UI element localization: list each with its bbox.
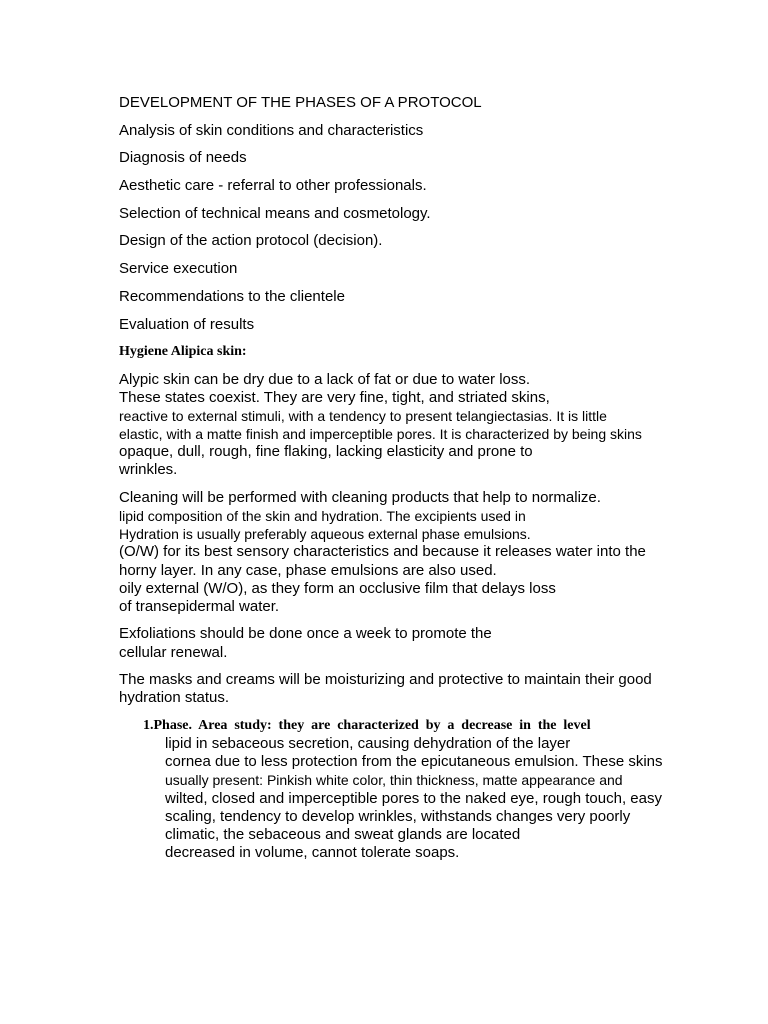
list-item-line: cornea due to less protection from the epicutaneous emulsion. These skins	[165, 753, 663, 771]
list-item-heading: 1.Phase. Area study: they are characterized by a decrease in the level	[143, 718, 591, 734]
paragraph-line: cellular renewal.	[119, 643, 228, 661]
protocol-step: Analysis of skin conditions and characteristics	[119, 121, 424, 139]
paragraph-line: oily external (W/O), as they form an occlusive film that delays loss	[119, 579, 556, 597]
paragraph-line: elastic, with a matte finish and imperceptible pores. It is characterized by being skins	[119, 426, 642, 443]
paragraph-line: lipid composition of the skin and hydration. The excipients used in	[119, 508, 526, 525]
protocol-step: Design of the action protocol (decision).	[119, 232, 383, 250]
document-page	[119, 94, 719, 862]
paragraph-line: Exfoliations should be done once a week to promote the	[119, 625, 492, 643]
list-item-line: wilted, closed and imperceptible pores to the naked eye, rough touch, easy	[165, 789, 662, 807]
paragraph-line: hydration status.	[119, 689, 230, 707]
list-item-line: usually present: Pinkish white color, thin thickness, matte appearance and	[165, 772, 623, 789]
list-item-body	[143, 735, 719, 862]
paragraph-line: These states coexist. They are very fine, tight, and striated skins,	[119, 388, 550, 406]
protocol-step: Aesthetic care - referral to other professionals.	[119, 177, 427, 195]
protocol-step: Recommendations to the clientele	[119, 287, 345, 305]
protocol-step: Service execution	[119, 260, 238, 278]
paragraph-line: reactive to external stimuli, with a tendency to present telangiectasias. It is little	[119, 408, 607, 425]
paragraph-line: of transepidermal water.	[119, 597, 280, 615]
protocol-step: Evaluation of results	[119, 315, 255, 333]
list-item-line: lipid in sebaceous secretion, causing dehydration of the layer	[165, 735, 571, 753]
paragraph-line: opaque, dull, rough, fine flaking, lacking elasticity and prone to	[119, 443, 533, 461]
paragraph-line: horny layer. In any case, phase emulsions are also used.	[119, 561, 497, 579]
paragraph	[119, 371, 719, 480]
paragraph-line: Cleaning will be performed with cleaning products that help to normalize.	[119, 489, 601, 507]
paragraph	[119, 489, 719, 616]
paragraph-line: wrinkles.	[119, 461, 178, 479]
list-item-line: climatic, the sebaceous and sweat glands are located	[165, 825, 521, 843]
protocol-step: Selection of technical means and cosmetology.	[119, 204, 431, 222]
numbered-list	[119, 717, 719, 862]
paragraph-line: The masks and creams will be moisturizing and protective to maintain their good	[119, 671, 652, 689]
paragraph-line: Hydration is usually preferably aqueous external phase emulsions.	[119, 526, 531, 543]
list-item-line: scaling, tendency to develop wrinkles, withstands changes very poorly	[165, 807, 631, 825]
list-item-line: decreased in volume, cannot tolerate soaps.	[165, 843, 460, 861]
paragraph	[119, 625, 719, 661]
protocol-step: Diagnosis of needs	[119, 149, 247, 167]
paragraph	[119, 671, 719, 707]
paragraph-line: (O/W) for its best sensory characteristics and because it releases water into the	[119, 543, 646, 561]
section-heading: Hygiene Alipica skin:	[119, 344, 247, 360]
document-title: DEVELOPMENT OF THE PHASES OF A PROTOCOL	[119, 94, 482, 111]
paragraph-line: Alypic skin can be dry due to a lack of fat or due to water loss.	[119, 370, 531, 388]
